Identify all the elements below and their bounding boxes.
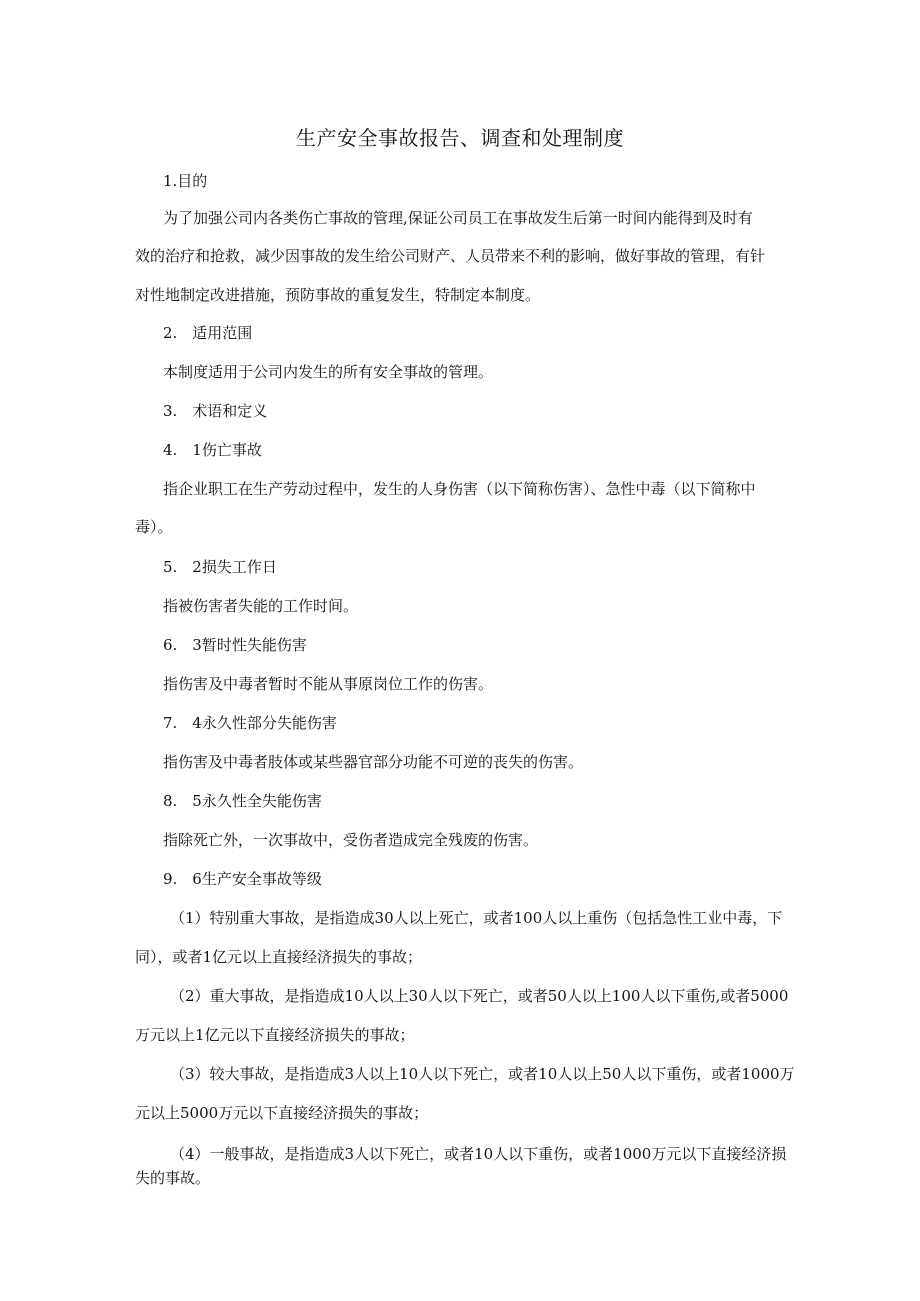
section-heading-casualty-accident: 4. 1伤亡事故 xyxy=(163,441,262,459)
section-heading-purpose: 1.目的 xyxy=(163,172,208,190)
accident-level-4-line-1: （4）一般事故，是指造成3人以下死亡，或者10人以下重伤，或者1000万元以下直接经济损 xyxy=(170,1145,787,1163)
accident-level-1-line-2: 同），或者1亿元以上直接经济损失的事故； xyxy=(135,948,423,966)
paragraph-temporary-disability: 指伤害及中毒者暂时不能从事原岗位工作的伤害。 xyxy=(163,675,494,693)
paragraph-casualty-line-2: 毒）。 xyxy=(135,518,173,536)
paragraph-permanent-partial-disability: 指伤害及中毒者肢体或某些器官部分功能不可逆的丧失的伤害。 xyxy=(163,753,584,771)
paragraph-casualty-line-1: 指企业职工在生产劳动过程中，发生的人身伤害（以下简称伤害）、急性中毒（以下简称中 xyxy=(163,480,756,498)
paragraph-purpose-line-3: 对性地制定改进措施，预防事故的重复发生，特制定本制度。 xyxy=(135,286,541,304)
accident-level-2-line-2: 万元以上1亿元以下直接经济损失的事故； xyxy=(135,1026,415,1044)
section-heading-lost-workdays: 5. 2损失工作日 xyxy=(163,558,277,576)
section-heading-temporary-disability: 6. 3暂时性失能伤害 xyxy=(163,636,307,654)
section-heading-terms: 3. 术语和定义 xyxy=(163,402,268,420)
paragraph-purpose-line-1: 为了加强公司内各类伤亡事故的管理,保证公司员工在事故发生后第一时间内能得到及时有 xyxy=(163,209,753,227)
paragraph-permanent-total-disability: 指除死亡外，一次事故中，受伤者造成完全残废的伤害。 xyxy=(163,831,539,849)
accident-level-4-line-2: 失的事故。 xyxy=(135,1169,211,1187)
paragraph-lost-workdays: 指被伤害者失能的工作时间。 xyxy=(163,597,359,615)
section-heading-permanent-total-disability: 8. 5永久性全失能伤害 xyxy=(163,792,322,810)
section-heading-accident-levels: 9. 6生产安全事故等级 xyxy=(163,870,322,888)
accident-level-2-line-1: （2）重大事故，是指造成10人以上30人以下死亡，或者50人以上100人以下重伤,或者5000 xyxy=(170,987,789,1005)
paragraph-purpose-line-2: 效的治疗和抢救，减少因事故的发生给公司财产、人员带来不利的影响，做好事故的管理，有针 xyxy=(135,247,766,265)
document-title: 生产安全事故报告、调查和处理制度 xyxy=(296,126,624,150)
accident-level-1-line-1: （1）特别重大事故，是指造成30人以上死亡，或者100人以上重伤（包括急性工业中毒，下 xyxy=(170,909,783,927)
section-heading-permanent-partial-disability: 7. 4永久性部分失能伤害 xyxy=(163,714,337,732)
accident-level-3-line-2: 元以上5000万元以下直接经济损失的事故； xyxy=(135,1104,429,1122)
paragraph-scope: 本制度适用于公司内发生的所有安全事故的管理。 xyxy=(163,363,494,381)
section-heading-scope: 2. 适用范围 xyxy=(163,324,253,342)
accident-level-3-line-1: （3）较大事故，是指造成3人以上10人以下死亡，或者10人以上50人以下重伤，或者1000万 xyxy=(170,1065,795,1083)
